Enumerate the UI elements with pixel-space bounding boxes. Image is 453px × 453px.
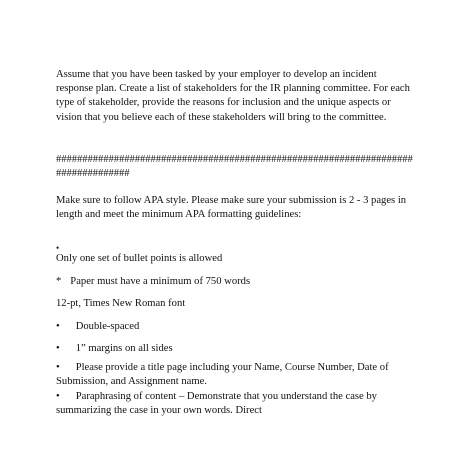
bullet-rule-line: Only one set of bullet points is allowed bbox=[56, 253, 223, 264]
margins-requirement bbox=[56, 342, 416, 356]
apa-instructions-paragraph: Make sure to follow APA style. Please make sure your submission is 2 - 3 pages in length and meet the minimum APA formatting guidelines: bbox=[56, 195, 407, 221]
bullet-marker: • bbox=[56, 362, 60, 373]
min-words-text: Paper must have a minimum of 750 words bbox=[70, 276, 251, 287]
bullet-marker: • bbox=[56, 391, 60, 402]
lone-bullet: • bbox=[56, 243, 60, 253]
title-page-requirement bbox=[56, 361, 416, 389]
double-spaced-requirement bbox=[56, 320, 416, 334]
paraphrasing-requirement bbox=[56, 390, 416, 418]
bullet-marker: • bbox=[56, 343, 60, 354]
separator-line: ################################################################################## bbox=[56, 154, 413, 180]
asterisk-marker: * bbox=[56, 276, 62, 287]
font-requirement: 12-pt, Times New Roman font bbox=[56, 298, 186, 309]
min-words-requirement bbox=[56, 275, 416, 289]
bullet-marker: • bbox=[56, 321, 60, 332]
double-spaced-text: Double-spaced bbox=[75, 321, 140, 332]
title-page-text: Please provide a title page including your Name, Course Number, Date of Submission, and Assignment name. bbox=[56, 362, 389, 388]
paraphrasing-text: Paraphrasing of content – Demonstrate that you understand the case by summarizing the case in your own words. Direct bbox=[56, 391, 377, 417]
margins-text: 1” margins on all sides bbox=[75, 343, 173, 354]
intro-paragraph: Assume that you have been tasked by your employer to develop an incident response plan. Create a list of stakeholders for the IR planning committee. For each type of stakeholder, provide the reasons for inclusion and the unique aspects or vision that you believe each of these stakeholders will bring to the committee. bbox=[56, 69, 410, 123]
